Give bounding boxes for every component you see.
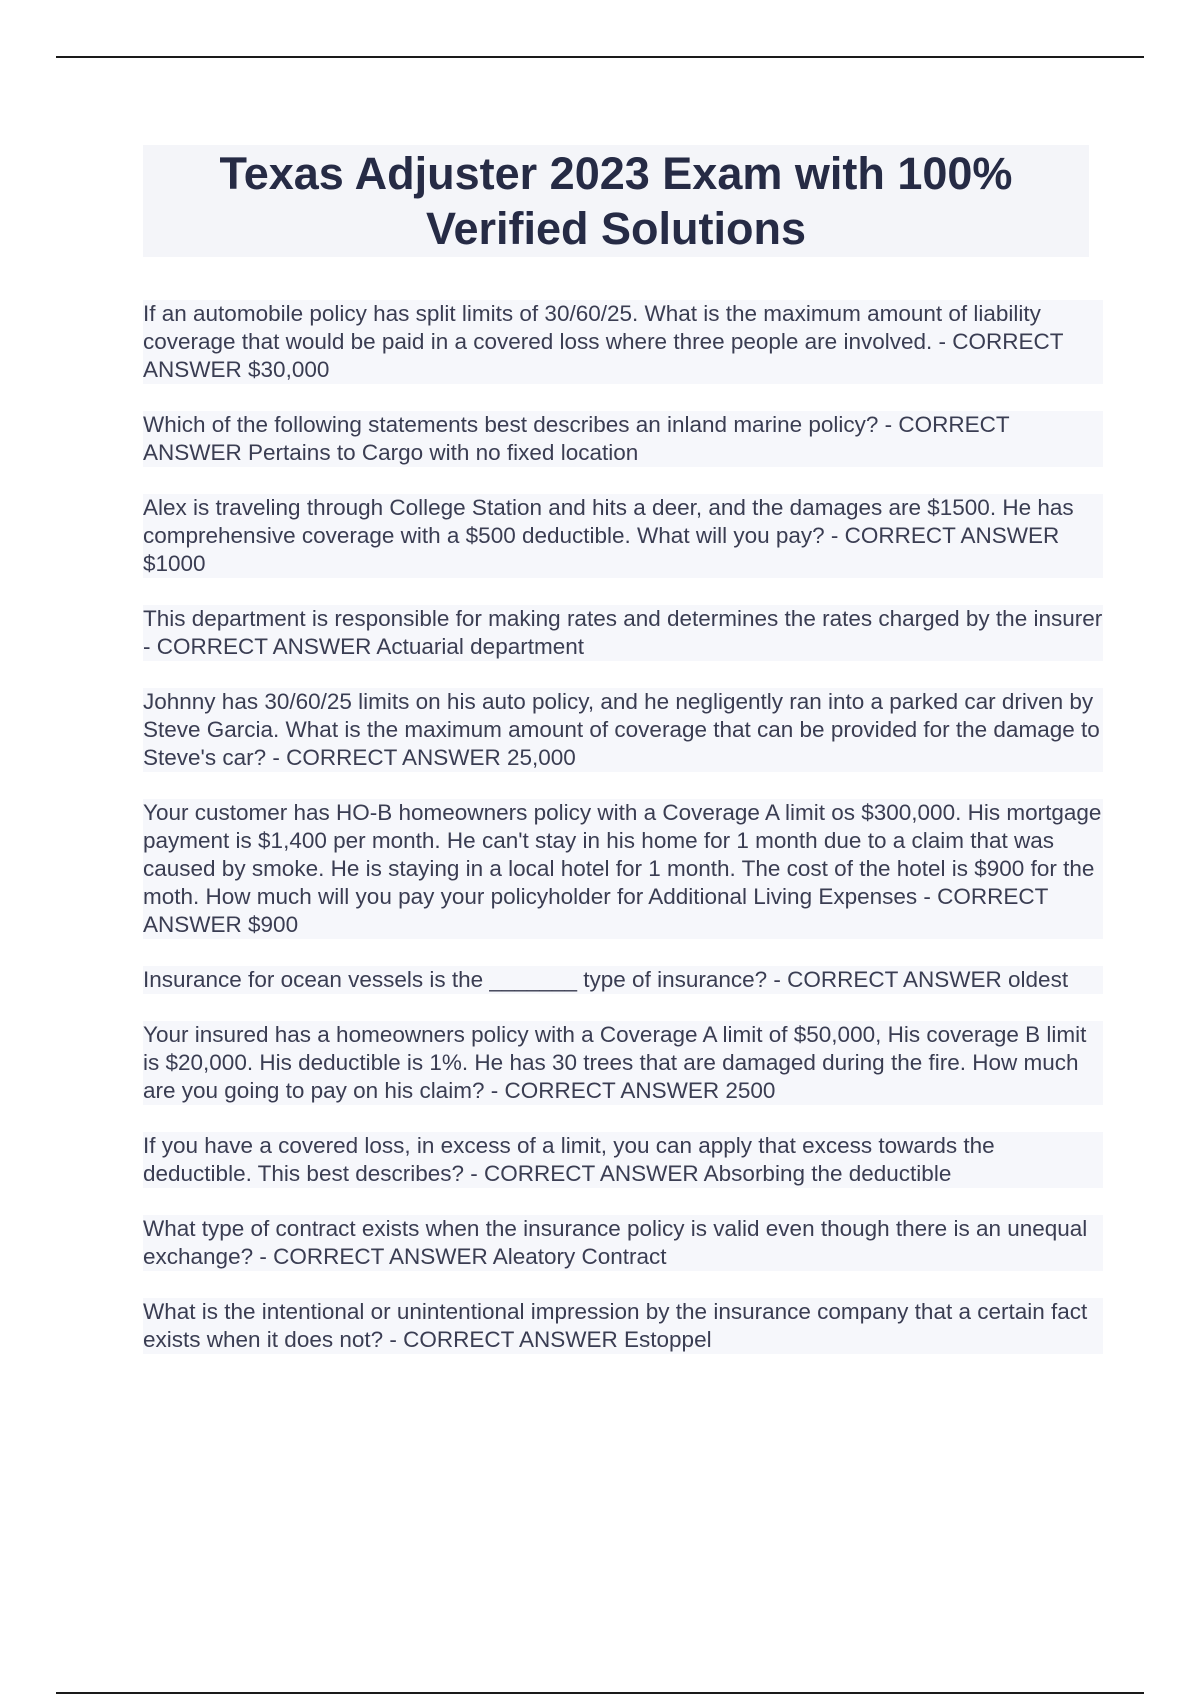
separator: - (143, 634, 157, 659)
question-text: Johnny has 30/60/25 limits on his auto policy, and he negligently ran into a parked car driven by Steve Garcia. What is the maximum amount of coverage that can be provided for the damage to Steve's car? (143, 689, 1100, 770)
qa-item (143, 966, 1103, 994)
question-text: Insurance for ocean vessels is the _______ type of insurance? (143, 967, 768, 992)
answer-label: CORRECT ANSWER (143, 329, 1064, 382)
answer-label: CORRECT ANSWER (844, 523, 1060, 548)
answer-text: $1000 (143, 551, 206, 576)
answer-label: CORRECT ANSWER (156, 634, 372, 659)
qa-item (143, 411, 1103, 467)
question-text: Your insured has a homeowners policy with a Coverage A limit of $50,000, His coverage B limit is $20,000. His deductible is 1%. He has 30 trees that are damaged during the fire. How much are you going to pay on his claim? (143, 1022, 1087, 1103)
answer-label: CORRECT ANSWER (484, 1161, 699, 1186)
separator: - (464, 1161, 485, 1186)
separator: - (824, 523, 845, 548)
answer-text: 2500 (725, 1078, 776, 1103)
answer-text: $30,000 (248, 357, 330, 382)
question-text: What is the intentional or unintentional impression by the insurance company that a certain fact exists when it does not? (143, 1299, 1088, 1352)
qa-item (143, 688, 1103, 772)
answer-label: CORRECT ANSWER (403, 1327, 618, 1352)
separator: - (484, 1078, 505, 1103)
answer-text: Aleatory Contract (492, 1244, 667, 1269)
separator: - (767, 967, 788, 992)
answer-label: CORRECT ANSWER (286, 745, 501, 770)
separator: - (878, 412, 899, 437)
answer-text: Actuarial department (376, 634, 584, 659)
question-text: What type of contract exists when the insurance policy is valid even though there is an unequal exchange? (143, 1216, 1088, 1269)
question-text: This department is responsible for making rates and determines the rates charged by the insurer (143, 606, 1103, 631)
answer-label: CORRECT ANSWER (143, 884, 1048, 937)
qa-item (143, 1021, 1103, 1105)
qa-item (143, 1215, 1103, 1271)
qa-item (143, 300, 1103, 384)
qa-list (143, 300, 1103, 1381)
answer-text: Estoppel (624, 1327, 712, 1352)
answer-text: Absorbing the deductible (703, 1161, 952, 1186)
title-banner (143, 145, 1089, 257)
answer-label: CORRECT ANSWER (504, 1078, 720, 1103)
separator: - (932, 329, 953, 354)
question-text: Alex is traveling through College Station and hits a deer, and the damages are $1500. He has comprehensive coverage with a $500 deductible. What will you pay? (143, 495, 1074, 548)
answer-text: $900 (248, 912, 299, 937)
document-title: Texas Adjuster 2023 Exam with 100% Verified Solutions (219, 148, 1013, 254)
answer-label: CORRECT ANSWER (143, 412, 1010, 465)
qa-item (143, 1132, 1103, 1188)
answer-text: oldest (1008, 967, 1069, 992)
top-rule (56, 56, 1144, 58)
qa-item (143, 1298, 1103, 1354)
bottom-rule (56, 1692, 1144, 1694)
question-text: If an automobile policy has split limits of 30/60/25. What is the maximum amount of liability coverage that would be paid in a covered loss where three people are involved. (143, 301, 1041, 354)
qa-item (143, 494, 1103, 578)
separator: - (917, 884, 938, 909)
answer-text: 25,000 (506, 745, 576, 770)
answer-text: Pertains to Cargo with no fixed location (248, 440, 639, 465)
separator: - (266, 745, 287, 770)
qa-item (143, 799, 1103, 939)
question-text: Your customer has HO-B homeowners policy with a Coverage A limit os $300,000. His mortgage payment is $1,400 per month. He can't stay in his home for 1 month due to a claim that was caused by smoke. He is staying in a local hotel for 1 month. The cost of the hotel is $900 for the moth. How much will you pay your policyholder for Additional Living Expenses (143, 800, 1102, 909)
answer-label: CORRECT ANSWER (787, 967, 1002, 992)
separator: - (253, 1244, 274, 1269)
qa-item (143, 605, 1103, 661)
answer-label: CORRECT ANSWER (273, 1244, 488, 1269)
separator: - (383, 1327, 404, 1352)
question-text: Which of the following statements best describes an inland marine policy? (143, 412, 879, 437)
question-text: If you have a covered loss, in excess of a limit, you can apply that excess towards the deductible. This best describes? (143, 1133, 995, 1186)
